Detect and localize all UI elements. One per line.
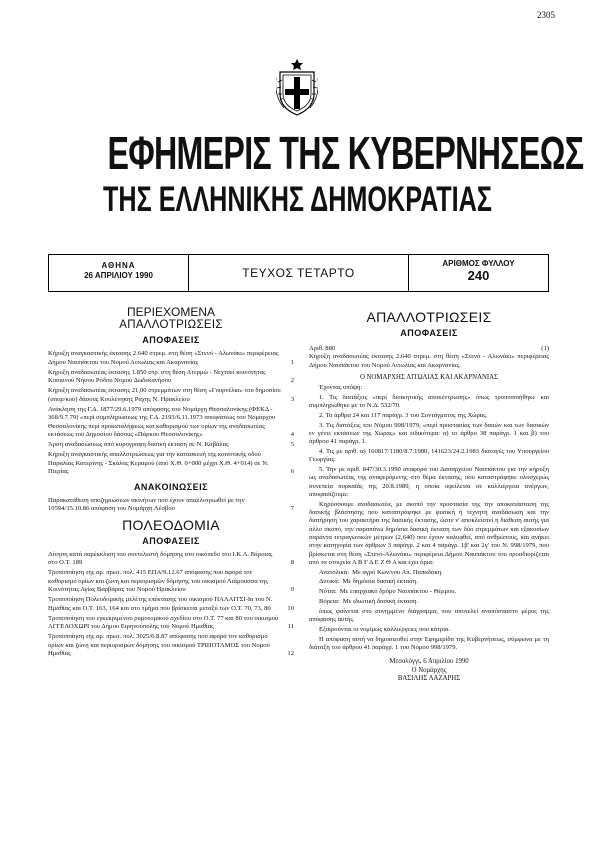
toc-entry — [48, 615, 294, 632]
decision-items — [309, 394, 549, 567]
toc-section-decisions-2: ΑΠΟΦΑΣΕΙΣ — [142, 535, 200, 546]
toc-entry-text: Άρση αναδασώσεως από κυρογραφη δασική έκταση σε Ν. Καβάλας — [48, 441, 229, 448]
toc-entry-text: Τροποποίηση Πολεοδομικής μελέτης επέκτασης του οικισμού ΠΑΛΑΙΤΣΙ-Ια του Ν. Ημαθίας και Ο.Τ. 163, 164 και στο τμήμα που βρίσκεται μεταξύ των Ο.Τ. 70, 73, 80 — [48, 596, 273, 612]
toc-entry-text: Αίτηση κατά παρέκκλιση του συντελεστή δόμησης στο οικόπεδο του Ι.Κ.Α. Βέροιας στο Ο.Τ. 189 — [48, 550, 273, 566]
decision-number-row — [309, 345, 549, 353]
border-list — [309, 569, 549, 607]
issue-city: ΑΘΗΝΑ — [101, 261, 136, 270]
toc-entry-page: 6 — [290, 468, 294, 475]
border-value: Με δημόσια δασική έκταση. — [342, 578, 418, 586]
border-direction: Ανατολικά: — [319, 568, 350, 576]
toc-entry-text: Κήρυξη αναδασωτέας έκτασης 1.850 στρ. στη θέση Ατερμώ - Νεχτσεί κοινότητας Κοσκινού Νήσου Ρόδου Νομού Δωδεκανήσου — [48, 368, 266, 384]
toc-section-announcements: ΑΝΑΚΟΙΝΩΣΕΙΣ — [133, 481, 209, 492]
toc-entry-text: Κήρυξη αναδασωτέας έκτασης 21,00 στρεμμάτων στη θέση «Γουρνέλια» του δημοσίου (σπορ/κού) δάσους Κουλένηκης Ράχης Ν. Ηρακλείου — [48, 387, 281, 403]
gazette-title: ΕΦΗΜΕΡΙΣ ΤΗΣ ΚΥΒΕΡΝΗΣΕΩΣ — [107, 127, 584, 179]
toc-entry — [48, 633, 294, 659]
sheet-number: 240 — [467, 268, 490, 283]
decision-ref: (1) — [541, 345, 549, 352]
toc-list-2 — [48, 497, 294, 514]
outro-paragraph: Η απόφαση αυτή να δημοσιευθεί στην Εφημερίδα της Κυβερνήσεως, σύμφωνα με τη διάταξη του άρθρου 41 παράγρ. 1 του Νόμου 998/1979. — [309, 635, 549, 651]
toc-entry — [48, 387, 294, 404]
outro-paragraph: όπως φαίνεται στο συνημμένο διάγραμμα, που αποτελεί αναπόσπαστο μέρος της απόφασης αυτής. — [309, 607, 549, 624]
toc-entry-page: 3 — [290, 395, 294, 403]
decision-item: 5. Την με αριθ. 847/30.3.1990 αναφορά του Δασαρχείου Ναυπάκτου για την κήρυξη ως αναδασωτέας της αναφερόμενης στο θέμα έκτασης, που καταστράφηκε ολοσχερώς συνεπεία πυρκαϊάς της 20.8.1989, η οποία οφείλεται σε καλλιέργεια ανέργων, αποφασίζουμε: — [309, 466, 549, 498]
toc-entry-page: 8 — [290, 559, 294, 566]
border-direction: Βόρεια: — [319, 598, 340, 606]
greek-coat-of-arms-icon — [276, 58, 318, 118]
toc-entry-text: Τροποποίηση της αρ. πρωτ. πολ. 3025/6.8.87 απόφασης που αφορά τον καθορισμό ορίων και ζώνη και περιορισμών δόμησης του οικισμού ΤΡΙΠΟΤΑΜΟΣ του Νομού Ημαθίας — [48, 633, 270, 657]
decision-item: 4. Τις με αριθ. α) 160817/1180/8.7.1980, 141623/24.2.1983 διαταγές του Υπουργείου Γεωργίας. — [309, 447, 549, 464]
gazette-subtitle: ΤΗΣ ΕΛΛΗΝΙΚΗΣ ΔΗΜΟΚΡΑΤΙΑΣ — [102, 180, 492, 219]
toc-entry-page: 2 — [290, 377, 294, 384]
toc-entry-text: Ανάκληση της Γ.Δ. 1877/29.6.1979 απόφασης του Νομάρχη Θεσσαλονίκης (ΦΕΚΔ - 368/9.7.79) «περί συμπληρώσεως της Γ.Δ. 2193/6.11.1973 αποφάσεως του Νομάρχου Θεσσαλονίκης περί προκαταλήψεως και καθορισμού των ορίων της αναδασωτέας εκτάσεως του Δημοσίου δάσους «Πάρκου Θεσσαλονίκης» — [48, 405, 276, 438]
issue-info-bar — [48, 254, 549, 292]
body-section-title: ΑΠΑΛΛΟΤΡΙΩΣΕΙΣ — [366, 309, 492, 325]
decision-item: 3. Τις διατάξεις του Νόμου 998/1979, «περί προστασίας των δασών και των δασικών εν γένει εκτάσεων της Χώρας» και ειδικότερα: α) το άρθρο 38 παράγρ. 1 και β) του άρθρου 41 παράγρ. 1. — [309, 421, 549, 446]
toc-entry — [48, 451, 294, 477]
toc-entry-text: Τροποποίηση της αρ. πρωτ. πολ. 415 ΕΠΑ/9.12.67 απόφασης που αφορά τον καθορισμό ορίων και ζώνη και περιορισμών δόμησης του οικισμού Λιάμουσσα της Κοινότητας Αγίας Βαρβάρας του Νομού Ηρακλείου — [48, 569, 269, 593]
toc-entry — [48, 551, 294, 568]
toc-entry — [48, 369, 294, 386]
toc-entry-page: 4 — [290, 431, 294, 438]
decision-item: Κηρύσσουμε αναδασωτέα, με σκοπό την προστασία της την αποκατάσταση της δασικής βλάστησης που καταστράφηκε με φυσική ή τεχνητή αναδάσωση και την διατήρηση του χαρακτήρα της δασικής έκτασης, ώστε ν' αποκλειστεί η διάθεση αυτής για άλλο σκοπό, την παραπάνω δημόσια δασική έκταση των δύο στρεμμάτων και εξακοσίων σαράντα τετραγωνικών μέτρων (2,640) που έχουν καλυφθεί, από ανθρώπους, και ανήκει στην κατηγορία των άρθρων 3 παράγρ. 2 και 4 παράγρ. 1β' και 2γ' του Ν. 998/1979, που βρίσκεται στη θέση «Στενό-Αλωνάκι» περιφέρεια Δήμου Ναυπάκτου του προσδιορίζεται από τα στοιχεία Α Β Γ Δ Ε Ζ Θ Α και έχει όρια: — [309, 500, 549, 566]
table-of-contents — [48, 306, 294, 660]
toc-entry-page: 11 — [287, 623, 294, 630]
toc-list-1 — [48, 350, 294, 477]
toc-entry-page: 5 — [290, 441, 294, 448]
toc-title: ΠΕΡΙΕΧΟΜΕΝΑ — [126, 305, 216, 319]
having-regard: Έχοντας υπόψη: — [319, 383, 363, 391]
border-item — [309, 569, 549, 577]
signer-name: ΒΑΣΙΛΗΣ ΛΑΖΑΡΗΣ — [397, 675, 461, 683]
page-number: 2305 — [537, 10, 555, 20]
decision-outro — [309, 608, 549, 652]
toc-section-expropriations: ΑΠΑΛΛΟΤΡΙΩΣΕΙΣ — [119, 319, 223, 331]
decision-intro: Κήρυξη αναδασωτέας έκτασης 2.640 στρεμ. στη θέση «Στενό - Αλωνάκι» περιφέρειας Δήμου Ναυπάκτου του Νομού Αιτωλίας και Ακαρνανίας. — [309, 353, 549, 369]
issuing-authority: Ο ΝΟΜΑΡΧΗΣ ΑΙΤΩΛΙΑΣ ΚΑΙ ΑΚΑΡΝΑΝΙΑΣ — [359, 373, 499, 381]
issue-date: 26 ΑΠΡΙΛΙΟΥ 1990 — [84, 271, 153, 280]
place-date: Μεσολόγγι, 6 Απριλίου 1990 — [389, 658, 469, 666]
border-value: Με αγρό Κων/νου Απ. Παπαδάκη. — [352, 568, 443, 576]
toc-entry-page: 9 — [290, 586, 294, 593]
toc-entry-page: 1 — [290, 358, 294, 366]
sheet-label: ΑΡΙΘΜΟΣ ΦΥΛΛΟΥ — [442, 259, 515, 268]
toc-entry-page: 12 — [287, 650, 294, 657]
border-item — [309, 598, 549, 606]
toc-entry — [48, 497, 294, 514]
issue-volume: ΤΕΥΧΟΣ ΤΕΤΑΡΤΟ — [242, 266, 355, 280]
decision-item: 2. Τα άρθρα 24 και 117 παράγρ. 3 του Συντάγματος της Χώρας. — [319, 411, 488, 419]
toc-list-3 — [48, 551, 294, 659]
toc-section-urban-planning: ΠΟΛΕΟΔΟΜΙΑ — [122, 516, 220, 533]
border-direction: Νότια: — [319, 588, 337, 596]
body-section-head: ΑΠΟΦΑΣΕΙΣ — [400, 328, 458, 338]
decision-number: Αριθ. 880 — [309, 345, 336, 352]
border-value: Με επαρχιακό δρόμο Ναυπάκτου - Θέρμου. — [339, 588, 457, 596]
toc-entry-text: Τροποποίηση του εγκεκριμένου ρυμοτομικού σχεδίου στο Ο.Τ. 77 και 80 του οικισμού ΑΓΓΕΛΟΧΩΡΙ του Δήμου Ειρηνούπολης του Νομού Ημαθίας — [48, 614, 279, 630]
border-value: Με ιδιωτική δασική έκταση. — [342, 598, 419, 606]
decision-body — [309, 306, 549, 684]
signer-role: Ο Νομάρχης — [411, 666, 447, 674]
toc-entry-text: Παρακατάθεση αποζημιώσεων ακινήτων που έχουν απαλλοτριωθεί με την 10594/15.10.86 απόφαση του Νομάρχη Λέσβου — [48, 496, 245, 512]
toc-entry-page: 7 — [290, 505, 294, 512]
issue-volume-cell — [189, 255, 409, 291]
border-direction: Δυτικά: — [319, 578, 340, 586]
issue-sheet-cell — [409, 255, 548, 291]
toc-entry — [48, 569, 294, 595]
toc-entry — [48, 406, 294, 440]
decision-item: 1. Τις διατάξεις «περί διοικητικής αποκέντρωσης» όπως τροποποιήθηκε και συμπληρώθηκε με το Ν.Δ. 532/70. — [309, 393, 549, 409]
toc-section-decisions-1: ΑΠΟΦΑΣΕΙΣ — [142, 335, 200, 345]
toc-entry-text: Κήρυξη αναγκαστικής απαλλοτριώσεως για την κατασκευή της κοινοτικής οδού Παραλίας Κατερίνης - Σκάλας Κεραμού (από Χ.Θ. 0+000 μέχρι Χ.Θ. 4+014) σε Ν. Πιερίας — [48, 451, 269, 475]
toc-entry — [48, 350, 294, 367]
toc-entry — [48, 441, 294, 450]
outro-paragraph: Εξαιρούνται οι νομίμως καλλιέργειες που κάτρια. — [319, 625, 451, 633]
issue-place-date — [49, 255, 189, 291]
border-item — [309, 588, 549, 596]
toc-entry-text: Κήρυξη αναγκαστικής έκτασης 2.640 στρεμ. στη θέση «Στενό - Αλωνάκι» περιφέρειας Δήμου Ναυπάκτου του Νομού Αιτωλίας και Ακαρνανίας — [48, 350, 279, 366]
toc-entry — [48, 596, 294, 613]
border-item — [309, 578, 549, 586]
toc-entry-page: 10 — [287, 604, 294, 612]
